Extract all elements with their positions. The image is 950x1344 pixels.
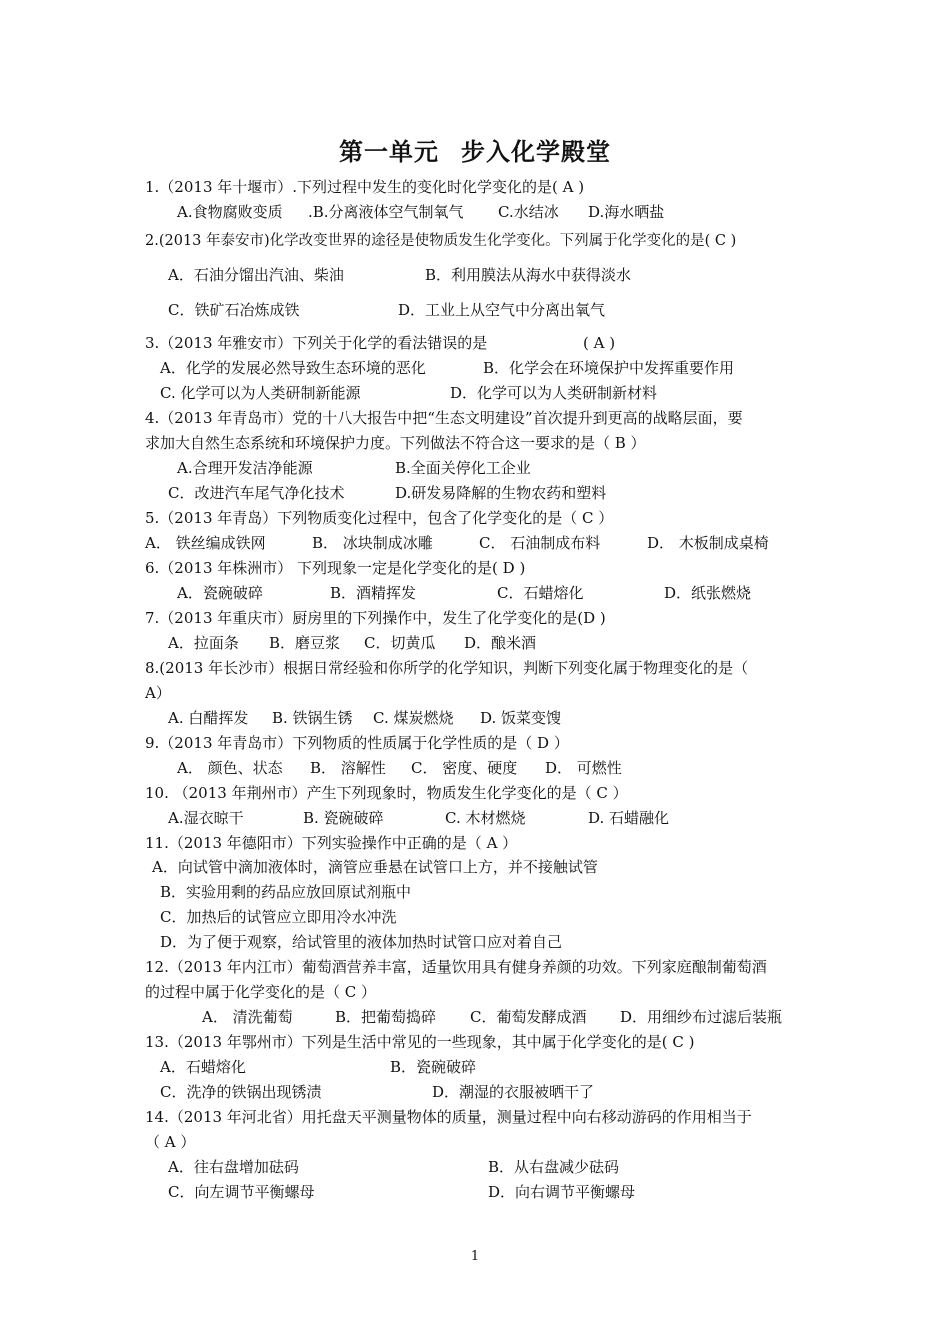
question-3-answer: ( A ) [583,334,616,352]
question-4-option-c: C．改进汽车尾气净化技术 [168,484,345,502]
question-13-option-a: A．石蜡熔化 [160,1058,246,1076]
question-9-option-d: D． 可燃性 [545,759,622,777]
question-5-option-a: A． 铁丝编成铁网 [145,534,266,552]
question-8-option-c: C. 煤炭燃烧 [373,709,454,727]
question-14-option-a: A．往右盘增加砝码 [168,1158,299,1176]
question-7-option-a: A．拉面条 [168,634,239,652]
question-9-stem: 9.（2013 年青岛市）下列物质的性质属于化学性质的是（ D ） [145,734,569,752]
question-13-option-c: C．洗净的铁锅出现锈渍 [160,1083,322,1101]
question-8-stem-line2: A） [145,684,171,702]
question-7-stem: 7.（2013 年重庆市）厨房里的下列操作中，发生了化学变化的是(D ) [145,609,606,627]
question-1-stem: 1.（2013 年十堰市）.下列过程中发生的变化时化学变化的是( A ) [145,178,585,196]
question-8-option-b: B. 铁锅生锈 [272,709,353,727]
question-4-stem-line2: 求加大自然生态系统和环境保护力度。下列做法不符合这一要求的是（ B ） [145,434,646,452]
question-1-option-d: D.海水晒盐 [588,203,665,221]
question-11-option-c: C．加热后的试管应立即用冷水冲洗 [160,908,397,926]
question-6-option-b: B．酒精挥发 [330,584,417,602]
question-2-option-a: A．石油分馏出汽油、柴油 [168,266,344,284]
question-4-option-d: D.研发易降解的生物农药和塑料 [395,484,607,502]
question-4-option-b: B.全面关停化工企业 [395,459,531,477]
question-9-option-b: B． 溶解性 [310,759,386,777]
question-6-stem: 6.（2013 年株洲市） 下列现象一定是化学变化的是( D ) [145,559,526,577]
question-12-stem-line1: 12.（2013 年内江市）葡萄酒营养丰富，适量饮用具有健身养颜的功效。下列家庭酿制葡萄酒 [145,958,767,976]
question-12-option-b: B．把葡萄捣碎 [335,1008,437,1026]
question-3-option-a: A．化学的发展必然导致生态环境的恶化 [160,359,426,377]
page-title [0,132,950,167]
question-1-option-c: C.水结冰 [498,203,559,221]
question-10-option-b: B. 瓷碗破碎 [303,809,384,827]
question-12-option-c: C．葡萄发酵成酒 [470,1008,587,1026]
title-topic: 步入化学殿堂 [461,138,611,166]
question-14-option-b: B．从右盘减少砝码 [488,1158,620,1176]
question-8-option-a: A. 白醋挥发 [168,709,249,727]
question-7-option-b: B．磨豆浆 [269,634,341,652]
question-8-option-d: D. 饭菜变馊 [480,709,562,727]
question-12-option-d: D．用细纱布过滤后装瓶 [620,1008,783,1026]
question-2-stem: 2.(2013 年泰安市)化学改变世界的途径是使物质发生化学变化。下列属于化学变化的是( C ) [145,233,737,249]
page-number: 1 [470,1249,480,1264]
question-4-stem-line1: 4.（2013 年青岛市）党的十八大报告中把“生态文明建设”首次提升到更高的战略层面，要 [145,409,743,427]
question-10-stem: 10. （2013 年荆州市）产生下列现象时，物质发生化学变化的是（ C ） [145,784,628,802]
question-4-option-a: A.合理开发洁净能源 [177,459,313,477]
question-11-option-d: D．为了便于观察，给试管里的液体加热时试管口应对着自己 [160,933,563,951]
question-9-option-a: A． 颜色、状态 [177,759,283,777]
question-3-option-d: D．化学可以为人类研制新材料 [450,384,658,402]
question-12-option-a: A． 清洗葡萄 [202,1008,293,1026]
question-13-option-b: B．瓷碗破碎 [390,1058,477,1076]
question-3-option-b: B．化学会在环境保护中发挥重要作用 [483,359,735,377]
question-11-option-a: A．向试管中滴加液体时，滴管应垂悬在试管口上方，并不接触试管 [152,858,598,876]
question-8-stem-line1: 8.(2013 年长沙市）根据日常经验和你所学的化学知识，判断下列变化属于物理变化的是（ [145,659,749,677]
question-14-option-c: C．向左调节平衡螺母 [168,1183,315,1201]
question-10-option-a: A.湿衣晾干 [168,809,244,827]
question-13-option-d: D．潮湿的衣服被晒干了 [432,1083,595,1101]
question-2-option-b: B．利用膜法从海水中获得淡水 [425,266,632,284]
question-11-stem: 11.（2013 年德阳市）下列实验操作中正确的是（ A ） [145,834,518,852]
question-6-option-a: A．瓷碗破碎 [177,584,263,602]
question-10-option-d: D. 石蜡融化 [588,809,670,827]
question-1-option-b: .B.分离液体空气制氧气 [308,203,464,221]
question-7-option-d: D．酿米酒 [464,634,537,652]
question-5-option-c: C． 石油制成布料 [479,534,601,552]
question-9-option-c: C． 密度、硬度 [411,759,518,777]
question-5-option-b: B． 冰块制成冰雕 [312,534,433,552]
question-2-option-c: C．铁矿石冶炼成铁 [168,301,300,319]
question-7-option-c: C．切黄瓜 [364,634,436,652]
question-6-option-c: C．石蜡熔化 [497,584,584,602]
question-3-option-c: C. 化学可以为人类研制新能源 [160,384,361,402]
question-6-option-d: D．纸张燃烧 [664,584,752,602]
question-5-stem: 5.（2013 年青岛）下列物质变化过程中，包含了化学变化的是（ C ） [145,509,614,527]
question-13-stem: 13.（2013 年鄂州市）下列是生活中常见的一些现象，其中属于化学变化的是( C ) [145,1033,695,1051]
title-unit: 第一单元 [339,138,439,166]
question-14-option-d: D．向右调节平衡螺母 [488,1183,636,1201]
question-11-option-b: B．实验用剩的药品应放回原试剂瓶中 [160,883,412,901]
question-14-stem-line2: （ A ） [145,1133,196,1151]
question-14-stem-line1: 14.（2013 年河北省）用托盘天平测量物体的质量，测量过程中向右移动游码的作用相当于 [145,1108,752,1126]
question-10-option-c: C. 木材燃烧 [445,809,526,827]
question-3-stem: 3.（2013 年雅安市）下列关于化学的看法错误的是 [145,334,488,352]
question-2-option-d: D．工业上从空气中分离出氧气 [398,301,606,319]
question-12-stem-line2: 的过程中属于化学变化的是（ C ） [145,983,377,1001]
question-5-option-d: D． 木板制成桌椅 [647,534,769,552]
question-1-option-a: A.食物腐败变质 [177,203,283,221]
